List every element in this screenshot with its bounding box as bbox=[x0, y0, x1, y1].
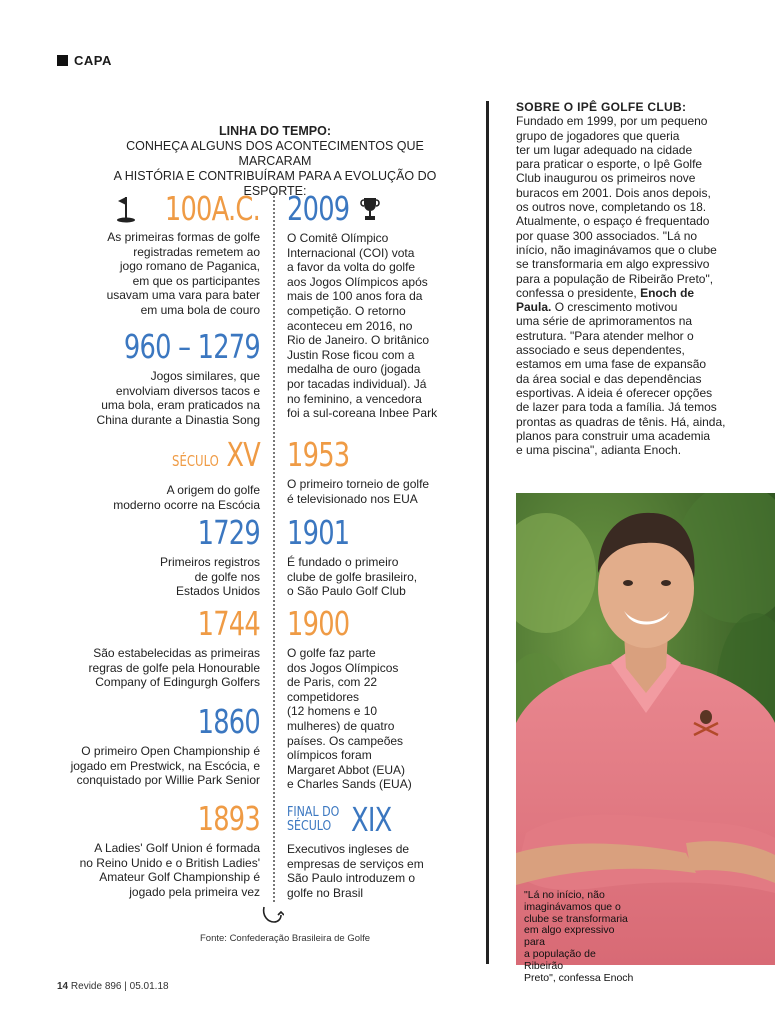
desc-line: o São Paulo Golf Club bbox=[287, 584, 406, 599]
section-tag bbox=[57, 53, 112, 68]
sidebar-line bbox=[516, 300, 726, 314]
sidebar-line: planos para construir uma academia bbox=[516, 428, 711, 443]
timeline-entry-1901 bbox=[287, 514, 477, 599]
caption-line: clube se transformaria bbox=[524, 912, 628, 925]
timeline-entry-1729 bbox=[60, 514, 260, 599]
desc-line: China durante a Dinastia Song bbox=[96, 412, 260, 427]
sidebar-line: uma série de aprimoramentos na bbox=[516, 314, 693, 329]
desc-line: São Paulo introduzem o bbox=[287, 871, 416, 886]
sidebar-line: para praticar o esporte, o Ipê Golfe bbox=[516, 157, 703, 172]
desc-line: Estados Unidos bbox=[175, 584, 260, 599]
desc-line: competidores bbox=[287, 689, 360, 704]
desc-line: jogado pela primeira vez bbox=[129, 884, 260, 899]
year-label: 1860 bbox=[197, 702, 260, 741]
desc-line: jogado em Prestwick, na Escócia, e bbox=[70, 758, 260, 773]
sidebar-line: Club inaugurou os primeiros nove bbox=[516, 171, 696, 186]
section-square-icon bbox=[57, 55, 68, 66]
sidebar-line: os outros nove, completando os 18. bbox=[516, 200, 707, 215]
desc-line: É fundado o primeiro bbox=[287, 555, 399, 569]
desc-line: conquistado por Willie Park Senior bbox=[76, 773, 260, 788]
timeline-title: LINHA DO TEMPO: bbox=[218, 124, 332, 138]
year-prefix-line: FINAL DO bbox=[287, 805, 340, 820]
sidebar-line: início, não imaginávamos que o clube bbox=[516, 242, 717, 257]
year-label: XIX bbox=[350, 800, 392, 839]
sidebar-text: O crescimento motivou bbox=[554, 300, 678, 315]
desc-line: As primeiras formas de golfe bbox=[107, 230, 260, 244]
year-label: 960 – 1279 bbox=[123, 327, 260, 366]
caption-line: "Lá no início, não bbox=[524, 889, 605, 901]
section-label: CAPA bbox=[74, 53, 112, 68]
year-label: 1893 bbox=[197, 799, 260, 838]
sidebar-line: grupo de jogadores que queria bbox=[516, 128, 680, 143]
desc-line: a favor da volta do golfe bbox=[287, 260, 416, 275]
desc-line: jogo romano de Paganica, bbox=[119, 259, 260, 274]
page-number: 14 bbox=[57, 981, 69, 992]
timeline-entry-1893 bbox=[50, 800, 260, 899]
sidebar-line: de lazer para toda a família. Já temos bbox=[516, 400, 717, 415]
desc-line: O primeiro torneio de golfe bbox=[287, 477, 430, 491]
desc-line: Internacional (COI) vota bbox=[287, 245, 415, 260]
year-label bbox=[104, 436, 260, 480]
timeline-entry-2009 bbox=[287, 190, 477, 421]
sidebar-line: estamos em uma fase de expansão bbox=[516, 357, 707, 372]
desc-line: Primeiros registros bbox=[159, 555, 260, 569]
desc-line: por tacadas individual). Já bbox=[287, 376, 427, 391]
desc-line: em que os participantes bbox=[132, 273, 260, 288]
sidebar-line: da área social e das dependências bbox=[516, 371, 702, 386]
desc-line: Margaret Abbot (EUA) bbox=[287, 762, 406, 777]
caption-line: Preto", confessa Enoch bbox=[524, 971, 634, 984]
desc-line: mais de 100 anos fora da bbox=[287, 289, 423, 304]
year-label: 1901 bbox=[287, 513, 350, 552]
sidebar-line: ter um lugar adequado na cidade bbox=[516, 142, 693, 157]
desc-line: dos Jogos Olímpicos bbox=[287, 660, 399, 675]
timeline-entry-1953 bbox=[287, 436, 477, 506]
page-footer bbox=[57, 981, 169, 992]
desc-line: Amateur Golf Championship é bbox=[99, 870, 260, 885]
golf-flag-icon bbox=[114, 195, 136, 223]
desc-line: competição. O retorno bbox=[287, 303, 406, 318]
timeline-header bbox=[95, 124, 455, 199]
year-label: 1900 bbox=[287, 604, 350, 643]
desc-line: registradas remetem ao bbox=[133, 244, 260, 259]
sidebar-line: buracos em 2001. Dois anos depois, bbox=[516, 185, 711, 200]
sidebar-line: esportivas. A ideia é oferecer opções bbox=[516, 385, 713, 400]
sidebar-line: por quase 300 associados. "Lá no bbox=[516, 228, 698, 243]
year-label: 1744 bbox=[197, 604, 260, 643]
sidebar-title: SOBRE O IPÊ GOLFE CLUB: bbox=[516, 100, 687, 114]
desc-line: aos Jogos Olímpicos após bbox=[287, 274, 428, 289]
year-prefix bbox=[287, 806, 339, 834]
desc-line: de Paris, com 22 bbox=[287, 675, 378, 690]
desc-line: São estabelecidas as primeiras bbox=[93, 646, 260, 660]
column-divider bbox=[486, 101, 489, 964]
desc-line: O golfe faz parte bbox=[287, 646, 376, 660]
timeline-subtitle-2: A HISTÓRIA E CONTRIBUÍRAM PARA A EVOLUÇÃO DO ESPORTE: bbox=[113, 169, 437, 198]
timeline-entry-seculo-xv bbox=[60, 436, 260, 512]
caption-line: em algo expressivo para bbox=[524, 924, 615, 949]
magazine-issue: Revide 896 | 05.01.18 bbox=[70, 981, 169, 992]
sidebar-line bbox=[516, 286, 726, 300]
sidebar-text: confessa o presidente, bbox=[516, 285, 637, 300]
year-label: 2009 bbox=[287, 189, 350, 228]
photo-caption bbox=[524, 890, 636, 984]
desc-line: moderno ocorre na Escócia bbox=[113, 497, 260, 512]
timeline-divider bbox=[273, 192, 275, 902]
timeline-entry-1744 bbox=[50, 605, 260, 690]
year-label: 1729 bbox=[197, 513, 260, 552]
desc-line: e Charles Sands (EUA) bbox=[287, 777, 412, 792]
desc-line: golfe no Brasil bbox=[287, 885, 364, 900]
timeline-entry-final-seculo-xix bbox=[287, 801, 477, 900]
desc-line: é televisionado nos EUA bbox=[287, 491, 418, 506]
desc-line: (12 homens e 10 bbox=[287, 704, 378, 719]
timeline-entry-100ac bbox=[70, 190, 260, 318]
year-label: 100A.C. bbox=[164, 189, 260, 228]
timeline-entry-960-1279 bbox=[60, 328, 260, 427]
desc-line: Rio de Janeiro. O britânico bbox=[287, 333, 430, 348]
source-note: Fonte: Confederação Brasileira de Golfe bbox=[200, 933, 371, 944]
sidebar-line: estrutura. "Para atender melhor o bbox=[516, 328, 694, 343]
caption-line: imaginávamos que o bbox=[524, 900, 621, 913]
desc-line: no feminino, a vencedora bbox=[287, 391, 422, 406]
sidebar-line: e uma piscina", adianta Enoch. bbox=[516, 443, 682, 458]
desc-line: mulheres) de quatro bbox=[287, 718, 395, 733]
timeline-entry-1860 bbox=[50, 703, 260, 788]
desc-line: uma bola, eram praticados na bbox=[101, 398, 260, 413]
desc-line: A origem do golfe bbox=[166, 483, 260, 497]
desc-line: foi a sul-coreana Inbee Park bbox=[287, 406, 438, 421]
sidebar-name: Paula. bbox=[516, 300, 552, 315]
desc-line: usavam uma vara para bater bbox=[106, 288, 260, 303]
caption-line: a população de Ribeirão bbox=[524, 947, 596, 972]
sidebar-name: Enoch de bbox=[640, 285, 695, 300]
desc-line: Company of Edingurgh Golfers bbox=[95, 675, 260, 690]
sidebar-line: para a população de Ribeirão Preto", bbox=[516, 271, 714, 286]
desc-line: regras de golfe pela Honourable bbox=[88, 660, 260, 675]
sidebar-line: Fundado em 1999, por um pequeno bbox=[516, 114, 708, 129]
desc-line: O primeiro Open Championship é bbox=[81, 744, 260, 758]
year-prefix-line: SÉCULO bbox=[287, 819, 332, 834]
desc-line: Justin Rose ficou com a bbox=[287, 347, 415, 362]
desc-line: de golfe nos bbox=[194, 569, 260, 584]
sidebar-line: Atualmente, o espaço é frequentado bbox=[516, 214, 710, 229]
sidebar-line: associado e seus dependentes, bbox=[516, 343, 685, 358]
desc-line: Executivos ingleses de bbox=[287, 842, 410, 856]
desc-line: aconteceu em 2016, no bbox=[287, 318, 413, 333]
desc-line: em uma bola de couro bbox=[140, 302, 260, 317]
desc-line: envolviam diversos tacos e bbox=[115, 383, 260, 398]
desc-line: A Ladies' Golf Union é formada bbox=[94, 841, 260, 855]
desc-line: no Reino Unido e o British Ladies' bbox=[79, 855, 260, 870]
trophy-icon bbox=[359, 196, 381, 222]
sidebar-line: prontas as quadras de tênis. Há, ainda, bbox=[516, 414, 726, 429]
timeline-subtitle-1: CONHEÇA ALGUNS DOS ACONTECIMENTOS QUE MARCARAM bbox=[126, 139, 424, 168]
sidebar-line: se transformaria em algo expressivo bbox=[516, 257, 710, 272]
desc-line: Jogos similares, que bbox=[150, 369, 260, 383]
desc-line: O Comitê Olímpico bbox=[287, 231, 389, 245]
sidebar-box bbox=[516, 100, 726, 457]
desc-line: países. Os campeões bbox=[287, 733, 404, 748]
desc-line: olímpicos foram bbox=[287, 748, 372, 763]
year-value: XV bbox=[226, 435, 260, 474]
desc-line: clube de golfe brasileiro, bbox=[287, 569, 418, 584]
timeline-entry-1900 bbox=[287, 605, 477, 792]
year-label: 1953 bbox=[287, 435, 350, 474]
desc-line: empresas de serviços em bbox=[287, 856, 424, 871]
year-prefix: SÉCULO bbox=[172, 452, 219, 470]
desc-line: medalha de ouro (jogada bbox=[287, 362, 421, 377]
curved-arrow-icon bbox=[260, 904, 284, 926]
